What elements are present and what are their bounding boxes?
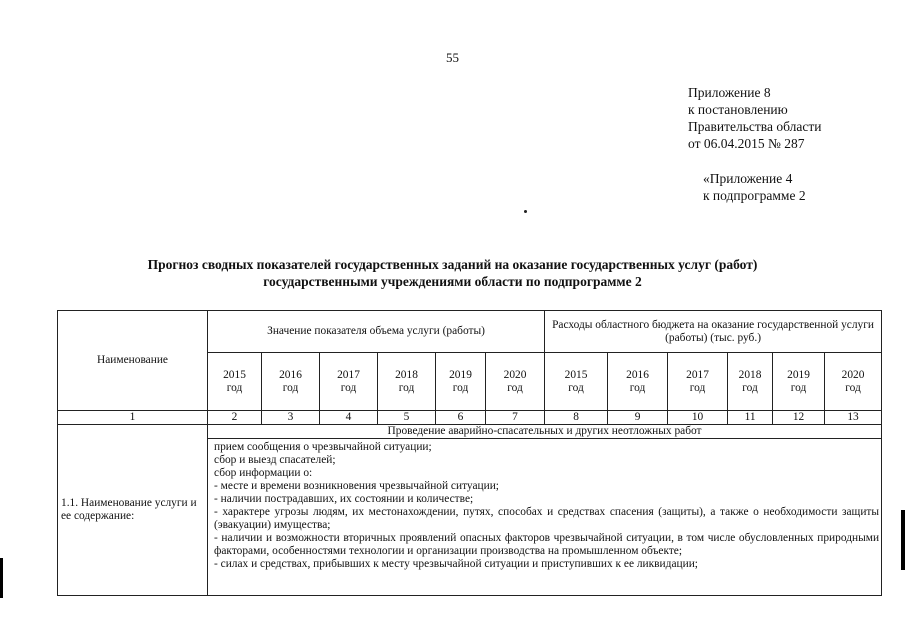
content-line: - наличии пострадавших, их состоянии и количестве; — [214, 493, 474, 505]
page-number: 55 — [446, 50, 459, 65]
year-suffix: год — [282, 381, 299, 394]
appendix-line: Правительства области — [688, 119, 822, 134]
year-suffix: год — [629, 381, 646, 394]
year-header — [545, 353, 608, 411]
column-number: 10 — [668, 411, 728, 425]
year-header — [208, 353, 262, 411]
title-line-1: Прогноз сводных показателей государственных заданий на оказание государственных услуг (работ) — [147, 257, 758, 272]
year-value: 2015 — [223, 368, 246, 381]
year-value: 2018 — [738, 368, 762, 381]
forecast-table — [57, 310, 882, 596]
column-number: 9 — [608, 411, 668, 425]
column-number: 2 — [208, 411, 262, 425]
column-number: 1 — [58, 411, 208, 425]
year-value: 2016 — [626, 368, 649, 381]
content-line: - силах и средствах, прибывших к месту чрезвычайной ситуации и приступивших к ее ликвидации; — [214, 558, 698, 570]
appendix-line: к постановлению — [688, 102, 788, 117]
content-line: - характере угрозы людям, их местонахождении, путях, способах и средствах спасения (защиты), а также о необходимости защиты (эвакуации) имущества; — [214, 506, 880, 531]
column-number: 3 — [262, 411, 320, 425]
year-header — [486, 353, 545, 411]
year-value: 2020 — [503, 368, 527, 381]
sub-appendix-line: «Приложение 4 — [703, 171, 793, 186]
content-line: сбор информации о: — [214, 467, 313, 479]
content-line: прием сообщения о чрезвычайной ситуации; — [214, 441, 432, 453]
year-value: 2020 — [841, 368, 865, 381]
column-number: 6 — [436, 411, 486, 425]
sub-appendix-line: к подпрограмме 2 — [703, 188, 806, 203]
document-title — [60, 256, 845, 290]
header-expenses: Расходы областного бюджета на оказание государственной услуги (работы) (тыс. руб.) — [545, 311, 882, 353]
year-suffix: год — [568, 381, 584, 394]
year-header — [320, 353, 378, 411]
appendix-block — [688, 84, 821, 152]
year-suffix: год — [689, 381, 706, 394]
year-suffix: год — [742, 381, 758, 394]
year-value: 2019 — [449, 368, 472, 381]
stray-dot — [524, 210, 527, 213]
column-number: 8 — [545, 411, 608, 425]
year-header — [825, 353, 882, 411]
year-suffix: год — [790, 381, 807, 394]
sub-appendix-block — [703, 170, 806, 204]
year-suffix: год — [340, 381, 357, 394]
row-label: 1.1. Наименование услуги и ее содержание: — [58, 425, 208, 596]
year-value: 2019 — [787, 368, 810, 381]
year-header — [728, 353, 773, 411]
year-suffix: год — [398, 381, 415, 394]
year-suffix: год — [452, 381, 469, 394]
year-header — [262, 353, 320, 411]
year-value: 2017 — [686, 368, 709, 381]
service-content — [208, 439, 882, 596]
title-line-2: государственными учреждениями области по подпрограмме 2 — [263, 274, 642, 289]
year-value: 2015 — [564, 368, 588, 381]
year-suffix: год — [226, 381, 243, 394]
year-value: 2018 — [395, 368, 418, 381]
column-number: 11 — [728, 411, 773, 425]
year-value: 2016 — [279, 368, 302, 381]
content-line: - месте и времени возникновения чрезвычайной ситуации; — [214, 480, 499, 492]
appendix-line: Приложение 8 — [688, 85, 771, 100]
section-title: Проведение аварийно-спасательных и других неотложных работ — [208, 425, 882, 439]
appendix-line: от 06.04.2015 № 287 — [688, 136, 805, 151]
column-number: 12 — [773, 411, 825, 425]
year-header — [773, 353, 825, 411]
year-header — [436, 353, 486, 411]
year-suffix: год — [507, 381, 523, 394]
content-line: - наличии и возможности вторичных проявлений опасных факторов чрезвычайной ситуации, в том числе обусловленных природными факторами, особенностями технологии и организации производства на промышленном объекте; — [214, 532, 880, 557]
header-name: Наименование — [58, 311, 208, 411]
header-volume: Значение показателя объема услуги (работы) — [208, 311, 545, 353]
year-suffix: год — [845, 381, 861, 394]
year-header — [668, 353, 728, 411]
column-number: 4 — [320, 411, 378, 425]
scan-mark — [901, 510, 905, 570]
column-number: 5 — [378, 411, 436, 425]
content-line: сбор и выезд спасателей; — [214, 454, 336, 466]
year-value: 2017 — [337, 368, 360, 381]
year-header — [378, 353, 436, 411]
year-header — [608, 353, 668, 411]
column-number: 13 — [825, 411, 882, 425]
scan-mark — [0, 558, 3, 598]
column-number: 7 — [486, 411, 545, 425]
